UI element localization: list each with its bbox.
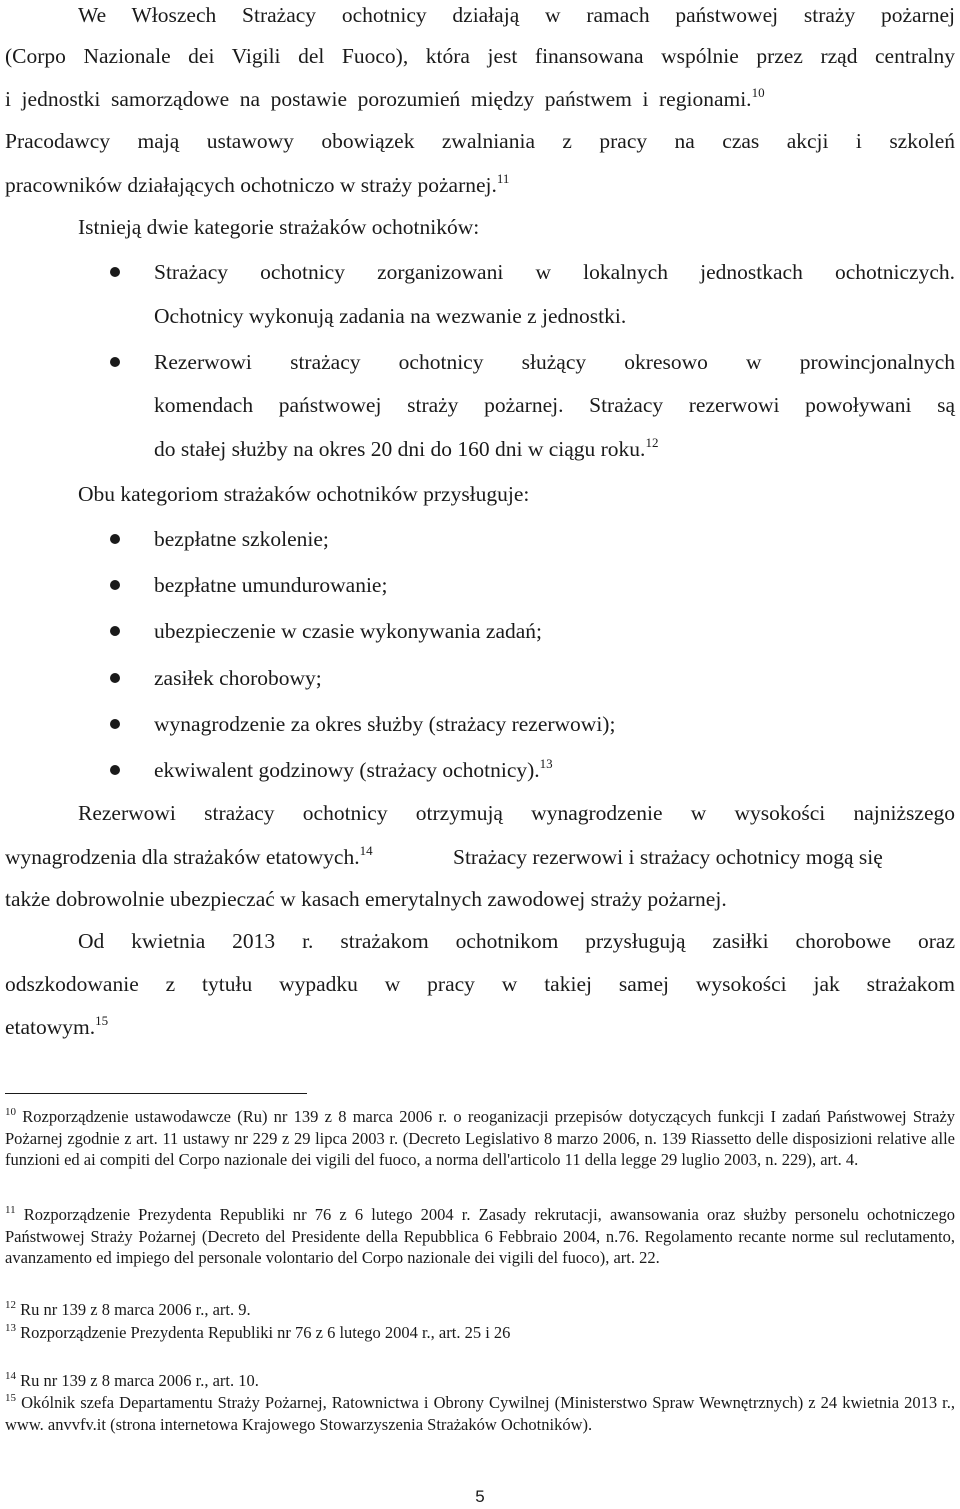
- footnote-10: [5, 1106, 955, 1171]
- footnote-text: Ru nr 139 z 8 marca 2006 r., art. 9.: [20, 1300, 251, 1319]
- footnote-ref-12[interactable]: 12: [645, 435, 659, 450]
- category-2-line-3: [154, 434, 955, 464]
- paragraph-1-line-3: [5, 84, 955, 114]
- footnote-15: [5, 1392, 955, 1435]
- paragraph-3-line-2: odszkodowanie z tytułu wypadku w pracy w takiej samej wysokości jak strażakom: [5, 972, 955, 996]
- paragraph-1-line-1: We Włoszech Strażacy ochotnicy działają w ramach państwowej straży pożarnej: [78, 3, 955, 27]
- footnote-separator: [5, 1093, 307, 1094]
- paragraph-3-line-1: Od kwietnia 2013 r. strażakom ochotnikom przysługują zasiłki chorobowe oraz: [78, 929, 955, 953]
- bullet-icon: [110, 673, 120, 683]
- paragraph-2-line-2: [5, 842, 955, 872]
- bullet-icon: [110, 357, 120, 367]
- page-number: 5: [475, 1487, 485, 1506]
- footnote-14: [5, 1370, 955, 1392]
- footnote-12: [5, 1299, 955, 1321]
- footnote-text: Rozporządzenie Prezydenta Republiki nr 76 z 6 lutego 2004 r., art. 25 i 26: [20, 1323, 511, 1342]
- footnote-ref-13[interactable]: 13: [539, 756, 553, 771]
- paragraph-1-line-3-text: i jednostki samorządowe na postawie porozumień między państwem i regionami.: [5, 87, 752, 111]
- footnote-number: 13: [5, 1322, 16, 1334]
- benefit-item: ubezpieczenie w czasie wykonywania zadań;: [154, 619, 542, 643]
- paragraph-1-line-5: [5, 170, 509, 200]
- benefit-item: [154, 755, 955, 785]
- benefit-item: bezpłatne umundurowanie;: [154, 573, 388, 597]
- categories-intro: Istnieją dwie kategorie strażaków ochotników:: [78, 215, 480, 239]
- bullet-icon: [110, 719, 120, 729]
- footnote-ref-10[interactable]: 10: [751, 85, 765, 100]
- category-1-line-2: Ochotnicy wykonują zadania na wezwanie z jednostki.: [154, 304, 627, 328]
- bullet-icon: [110, 534, 120, 544]
- footnote-11: [5, 1204, 955, 1269]
- paragraph-1-line-5-text: pracowników działających ochotniczo w straży pożarnej.: [5, 173, 497, 197]
- paragraph-2-line-2a: wynagrodzenia dla strażaków etatowych.: [5, 845, 360, 869]
- footnote-number: 10: [5, 1106, 16, 1118]
- footnote-number: 11: [5, 1204, 16, 1216]
- footnote-ref-15[interactable]: 15: [95, 1013, 109, 1028]
- paragraph-2-line-2b: Strażacy rezerwowi i strażacy ochotnicy mogą się: [453, 845, 883, 869]
- footnote-ref-11[interactable]: 11: [496, 171, 510, 186]
- category-2-line-2: komendach państwowej straży pożarnej. Strażacy rezerwowi powoływani są: [154, 393, 955, 417]
- benefit-item: zasiłek chorobowy;: [154, 666, 322, 690]
- footnote-text: Okólnik szefa Departamentu Straży Pożarnej, Ratownictwa i Obrony Cywilnej (Ministerstwo Spraw Wewnętrznych) z 24 kwietnia 2013 r., www. anvvfv.it (strona internetowa Krajowego Stowarzyszenia Strażaków Ochotników).: [5, 1393, 955, 1434]
- footnote-text: Rozporządzenie ustawodawcze (Ru) nr 139 z 8 marca 2006 r. o reoganizacji przepisów dotyczących funkcji I zadań Państwowej Straży Pożarnej zgodnie z art. 11 ustawy nr 229 z 29 lipca 2003 r. (Decreto Legislativo 8 marzo 2006, n. 139 Riassetto delle disposizioni relative alle funzioni ed ai compiti del Corpo nazionale dei vigili del fuoco, a norma dell'articolo 11 della legge 29 luglio 2003, n. 229), art. 4.: [5, 1107, 956, 1169]
- category-1-line-1: Strażacy ochotnicy zorganizowani w lokalnych jednostkach ochotniczych.: [154, 260, 955, 284]
- bullet-icon: [110, 580, 120, 590]
- benefit-item: bezpłatne szkolenie;: [154, 527, 329, 551]
- paragraph-1-line-4: Pracodawcy mają ustawowy obowiązek zwalniania z pracy na czas akcji i szkoleń: [5, 129, 955, 153]
- footnote-text: Ru nr 139 z 8 marca 2006 r., art. 10.: [20, 1371, 259, 1390]
- footnote-text: Rozporządzenie Prezydenta Republiki nr 76 z 6 lutego 2004 r. Zasady rekrutacji, awansowania oraz służby personelu ochotniczego Państwowej Straży Pożarnej (Decreto del Presidente della Repubblica 6 Febbraio 2004, n.76. Regolamento recante norme sul reclutamento, avanzamento ed impiego del personale volontario del Corpo nazionale dei vigili del fuoco), art. 22.: [5, 1205, 956, 1267]
- footnote-ref-14[interactable]: 14: [359, 843, 373, 858]
- footnote-number: 15: [5, 1392, 16, 1404]
- paragraph-2-line-1: Rezerwowi strażacy ochotnicy otrzymują wynagrodzenie w wysokości najniższego: [78, 801, 955, 825]
- paragraph-3-line-3-text: etatowym.: [5, 1015, 96, 1039]
- category-2-line-1: Rezerwowi strażacy ochotnicy służący okresowo w prowincjonalnych: [154, 350, 955, 374]
- paragraph-1-line-2: (Corpo Nazionale dei Vigili del Fuoco), która jest finansowana wspólnie przez rząd centralny: [5, 44, 955, 68]
- footnote-number: 12: [5, 1299, 16, 1311]
- footnote-13: [5, 1322, 955, 1344]
- benefit-item: wynagrodzenie za okres służby (strażacy rezerwowi);: [154, 712, 616, 736]
- bullet-icon: [110, 765, 120, 775]
- benefit-item-text: ekwiwalent godzinowy (strażacy ochotnicy).: [154, 758, 540, 782]
- benefits-intro: Obu kategoriom strażaków ochotników przysługuje:: [78, 482, 530, 506]
- footnote-number: 14: [5, 1370, 16, 1382]
- bullet-icon: [110, 626, 120, 636]
- paragraph-2-line-3: także dobrowolnie ubezpieczać w kasach emerytalnych zawodowej straży pożarnej.: [5, 887, 727, 911]
- category-2-line-3-text: do stałej służby na okres 20 dni do 160 dni w ciągu roku.: [154, 437, 646, 461]
- bullet-icon: [110, 267, 120, 277]
- paragraph-3-line-3: [5, 1012, 108, 1042]
